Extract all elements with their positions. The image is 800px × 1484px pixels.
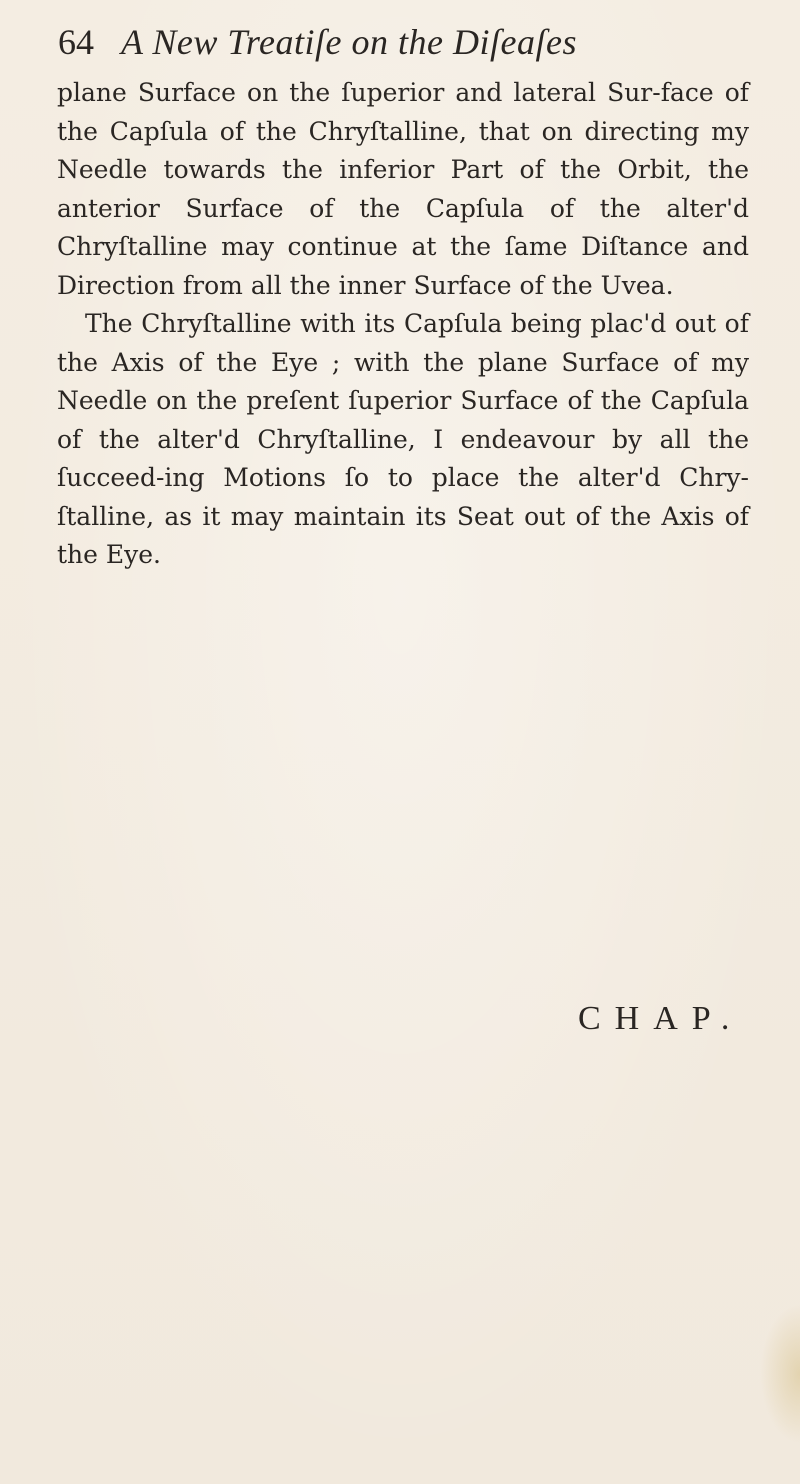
paragraph-1: plane Surface on the ſuperior and lateral Sur-face of the Capſula of the Chryſtalline, that on directing my Needle towards the inferior Part of the Orbit, the anterior Surface of the Capſula of the alter'd Chryſtalline may continue at the ſame Diſtance and Direction from all the inner Surface of the Uvea. — [57, 78, 749, 300]
body-text — [57, 74, 749, 575]
running-head: A New Treatiſe on the Diſeaſes — [121, 22, 577, 62]
paragraph-2: The Chryſtalline with its Capſula being plac'd out of the Axis of the Eye ; with the plane Surface of my Needle on the preſent ſuperior Surface of the Capſula of the alter'd Chryſtalline, I endeavour by all the ſucceed-ing Motions ſo to place the alter'd Chry-ſtalline, as it may maintain its Seat out of the Axis of the Eye. — [57, 309, 749, 569]
page-header — [58, 14, 758, 70]
catchword: CHAP. — [578, 1000, 744, 1037]
paper-stain — [760, 1304, 800, 1444]
page-number: 64 — [58, 22, 94, 62]
